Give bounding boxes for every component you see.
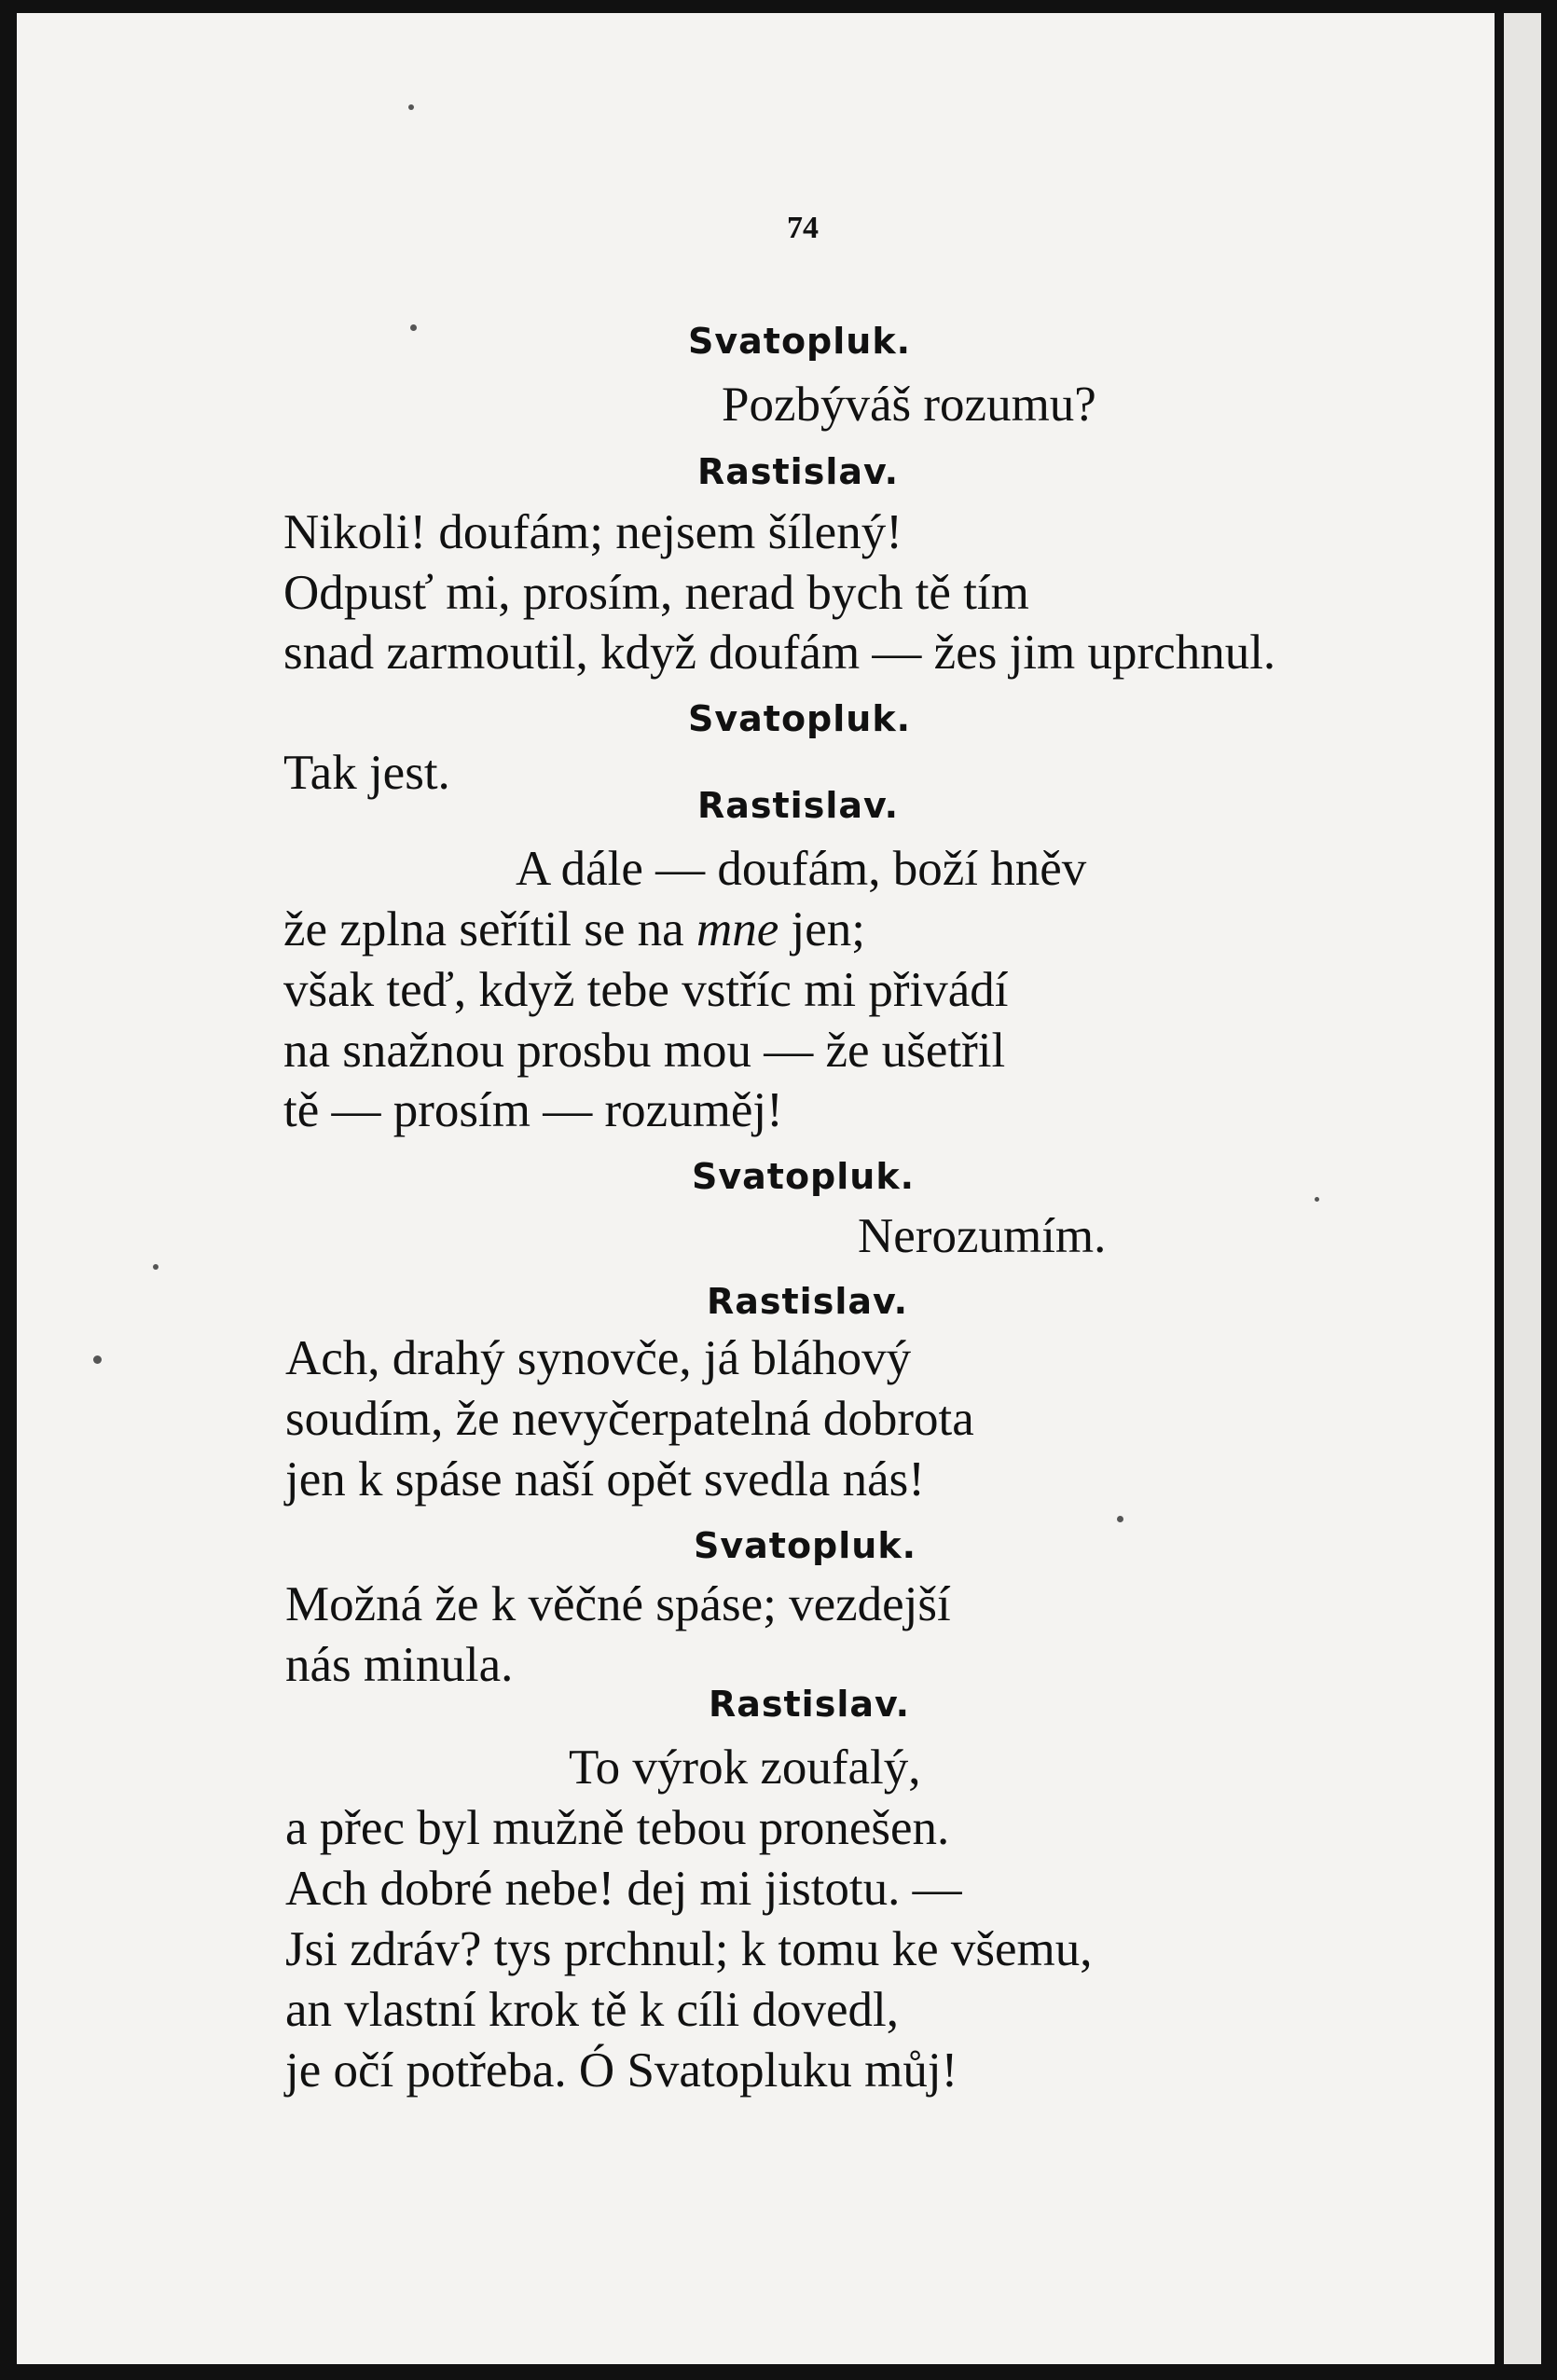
verse-line: Možná že k věčné spáse; vezdejší: [285, 1577, 951, 1631]
adjacent-page-strip: [1504, 13, 1541, 2364]
verse-line: an vlastní krok tě k cíli dovedl,: [285, 1983, 899, 2037]
verse-line: a přec byl mužně tebou pronešen.: [285, 1801, 950, 1855]
verse-line: Jsi zdráv? tys prchnul; k tomu ke všemu,: [285, 1922, 1093, 1976]
verse-line: [283, 901, 865, 957]
speaker-label: Rastislav.: [697, 451, 900, 492]
speaker-label: Svatopluk.: [694, 1525, 917, 1566]
ink-speck: [1315, 1197, 1319, 1202]
verse-line: Pozbýváš rozumu?: [722, 378, 1096, 432]
page-number: 74: [787, 211, 819, 245]
ink-speck: [408, 104, 414, 110]
book-page: [17, 13, 1495, 2364]
speaker-label: Svatopluk.: [688, 698, 912, 739]
speaker-label: Svatopluk.: [692, 1156, 916, 1197]
verse-text: jen;: [778, 902, 865, 956]
verse-line: Tak jest.: [283, 746, 450, 800]
ink-speck: [153, 1264, 158, 1270]
ink-speck: [93, 1355, 102, 1364]
speaker-label: Rastislav.: [697, 785, 900, 826]
verse-line: Ach, drahý synovče, já bláhový: [285, 1331, 912, 1385]
verse-line: snad zarmoutil, když doufám — žes jim uprchnul.: [283, 626, 1276, 680]
book-spine-shadow: [1495, 13, 1504, 2364]
verse-line: Nikoli! doufám; nejsem šílený!: [283, 505, 903, 559]
verse-line: Nerozumím.: [858, 1209, 1107, 1263]
verse-line: soudím, že nevyčerpatelná dobrota: [285, 1392, 974, 1446]
speaker-label: Svatopluk.: [688, 321, 912, 362]
ink-speck: [1117, 1516, 1123, 1522]
verse-line: Ach dobré nebe! dej mi jistotu. —: [285, 1862, 962, 1916]
verse-line: na snažnou prosbu mou — že ušetřil: [283, 1024, 1006, 1078]
verse-line: nás minula.: [285, 1638, 514, 1692]
verse-text: že zplna seřítil se na: [283, 902, 696, 956]
verse-line: A dále — doufám, boží hněv: [516, 842, 1087, 896]
verse-line: je očí potřeba. Ó Svatopluku můj!: [285, 2043, 958, 2098]
verse-line: však teď, když tebe vstříc mi přivádí: [283, 963, 1009, 1017]
verse-line: jen k spáse naší opět svedla nás!: [285, 1452, 925, 1506]
ink-speck: [410, 324, 417, 331]
emphasized-word: mne: [696, 902, 779, 956]
speaker-label: Rastislav.: [709, 1684, 911, 1725]
verse-line: tě — prosím — rozuměj!: [283, 1083, 783, 1137]
verse-line: To výrok zoufalý,: [569, 1740, 921, 1795]
speaker-label: Rastislav.: [707, 1281, 909, 1322]
verse-line: Odpusť mi, prosím, nerad bych tě tím: [283, 566, 1029, 620]
